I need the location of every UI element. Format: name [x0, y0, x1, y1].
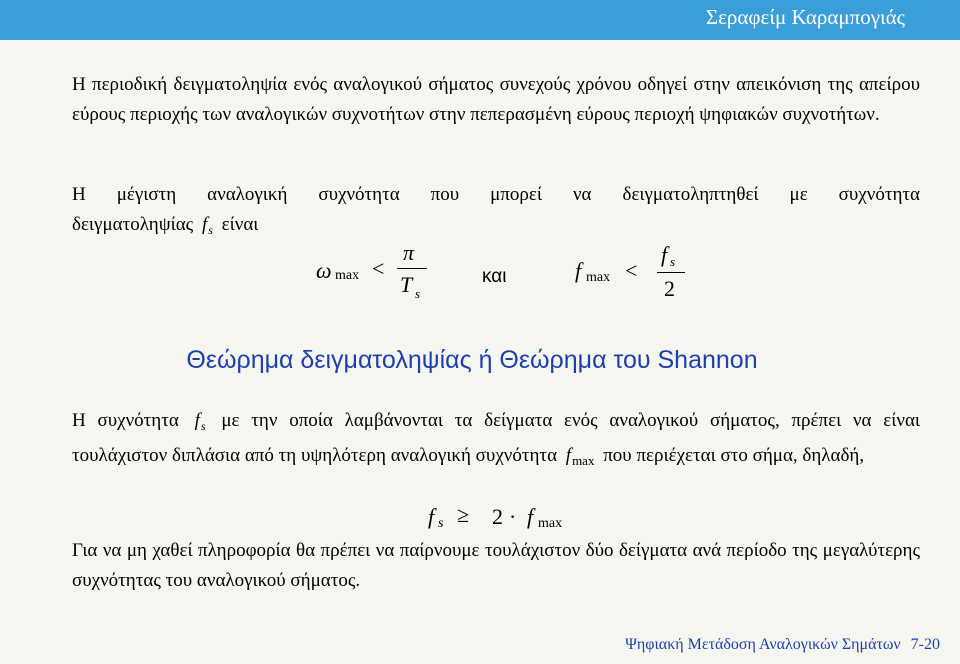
page-number: 7-20	[910, 636, 940, 653]
author-name: Σεραφείμ Καραμπογιάς	[705, 5, 905, 29]
less-than-sign: <	[372, 256, 385, 281]
multiplication-dot: ·	[509, 504, 517, 529]
subscript-s: s	[200, 419, 206, 433]
symbol-f: f	[565, 445, 572, 466]
paragraph-intro: Η περιοδική δειγματοληψία ενός αναλογικού σήματος συνεχούς χρόνου οδηγεί στην απεικόνιση της απείρου εύρους περιοχής των αναλογικών συχνοτήτων στην πεπερασμένη εύρους περιοχή ψηφιακών συχνοτήτων.	[72, 74, 920, 125]
symbol-f: f	[661, 242, 668, 267]
symbol-f: f	[201, 214, 208, 235]
paragraph-max-frequency-line2	[72, 210, 920, 245]
text-is: είναι	[221, 214, 259, 235]
paragraph-max-frequency-line1: Η μέγιστη αναλογική συχνότητα που μπορεί να δειγματοληπτηθεί με συχνότητα	[72, 184, 920, 205]
symbol-f: f	[194, 410, 200, 431]
fraction-bar	[657, 272, 685, 273]
theorem-heading: Θεώρημα δειγματοληψίας ή Θεώρημα του Shannon	[186, 346, 758, 374]
subscript-s: s	[208, 223, 213, 237]
and-word: και	[482, 266, 507, 287]
paragraph-theorem	[72, 406, 920, 476]
symbol-T: T	[400, 272, 413, 297]
symbol-f: f	[527, 504, 534, 529]
footer	[625, 636, 940, 654]
text-theorem-body: με την οποία λαμβάνονται τα δείγματα ενός αναλογικού σήματος, πρέπει να είναι τουλάχιστον διπλάσια από τη υψηλότερη αναλογική συχνότητα	[72, 410, 921, 466]
fraction-bar	[397, 268, 427, 269]
paragraph-conclusion: Για να μη χαθεί πληροφορία θα πρέπει να παίρνουμε τουλάχιστον δύο δείγματα ανά περίοδο της μεγαλύτερης συχνότητας του αναλογικού σήματος.	[72, 540, 920, 591]
subscript-s: s	[438, 516, 444, 531]
title-bar	[0, 0, 960, 40]
symbol-f: f	[428, 504, 435, 529]
text-frequency: Η συχνότητα	[72, 410, 179, 431]
subscript-s: s	[670, 254, 676, 269]
subscript-max: max	[586, 270, 611, 285]
subscript-max: max	[538, 516, 563, 531]
greater-or-equal-sign: ≥	[457, 502, 470, 527]
subscript-max: max	[572, 453, 595, 468]
less-than-sign: <	[625, 258, 638, 283]
number-two: 2	[492, 504, 503, 529]
text-theorem-end: που περιέχεται στο σήμα, δηλαδή,	[603, 445, 865, 466]
text-sampling: δειγματοληψίας	[72, 214, 194, 235]
footer-title: Ψηφιακή Μετάδοση Αναλογικών Σημάτων	[625, 636, 901, 653]
symbol-f: f	[575, 258, 582, 283]
subscript-max: max	[335, 268, 360, 283]
number-two: 2	[664, 276, 675, 301]
symbol-pi: π	[403, 240, 415, 265]
symbol-omega: ω	[316, 258, 332, 283]
subscript-s: s	[415, 286, 421, 301]
